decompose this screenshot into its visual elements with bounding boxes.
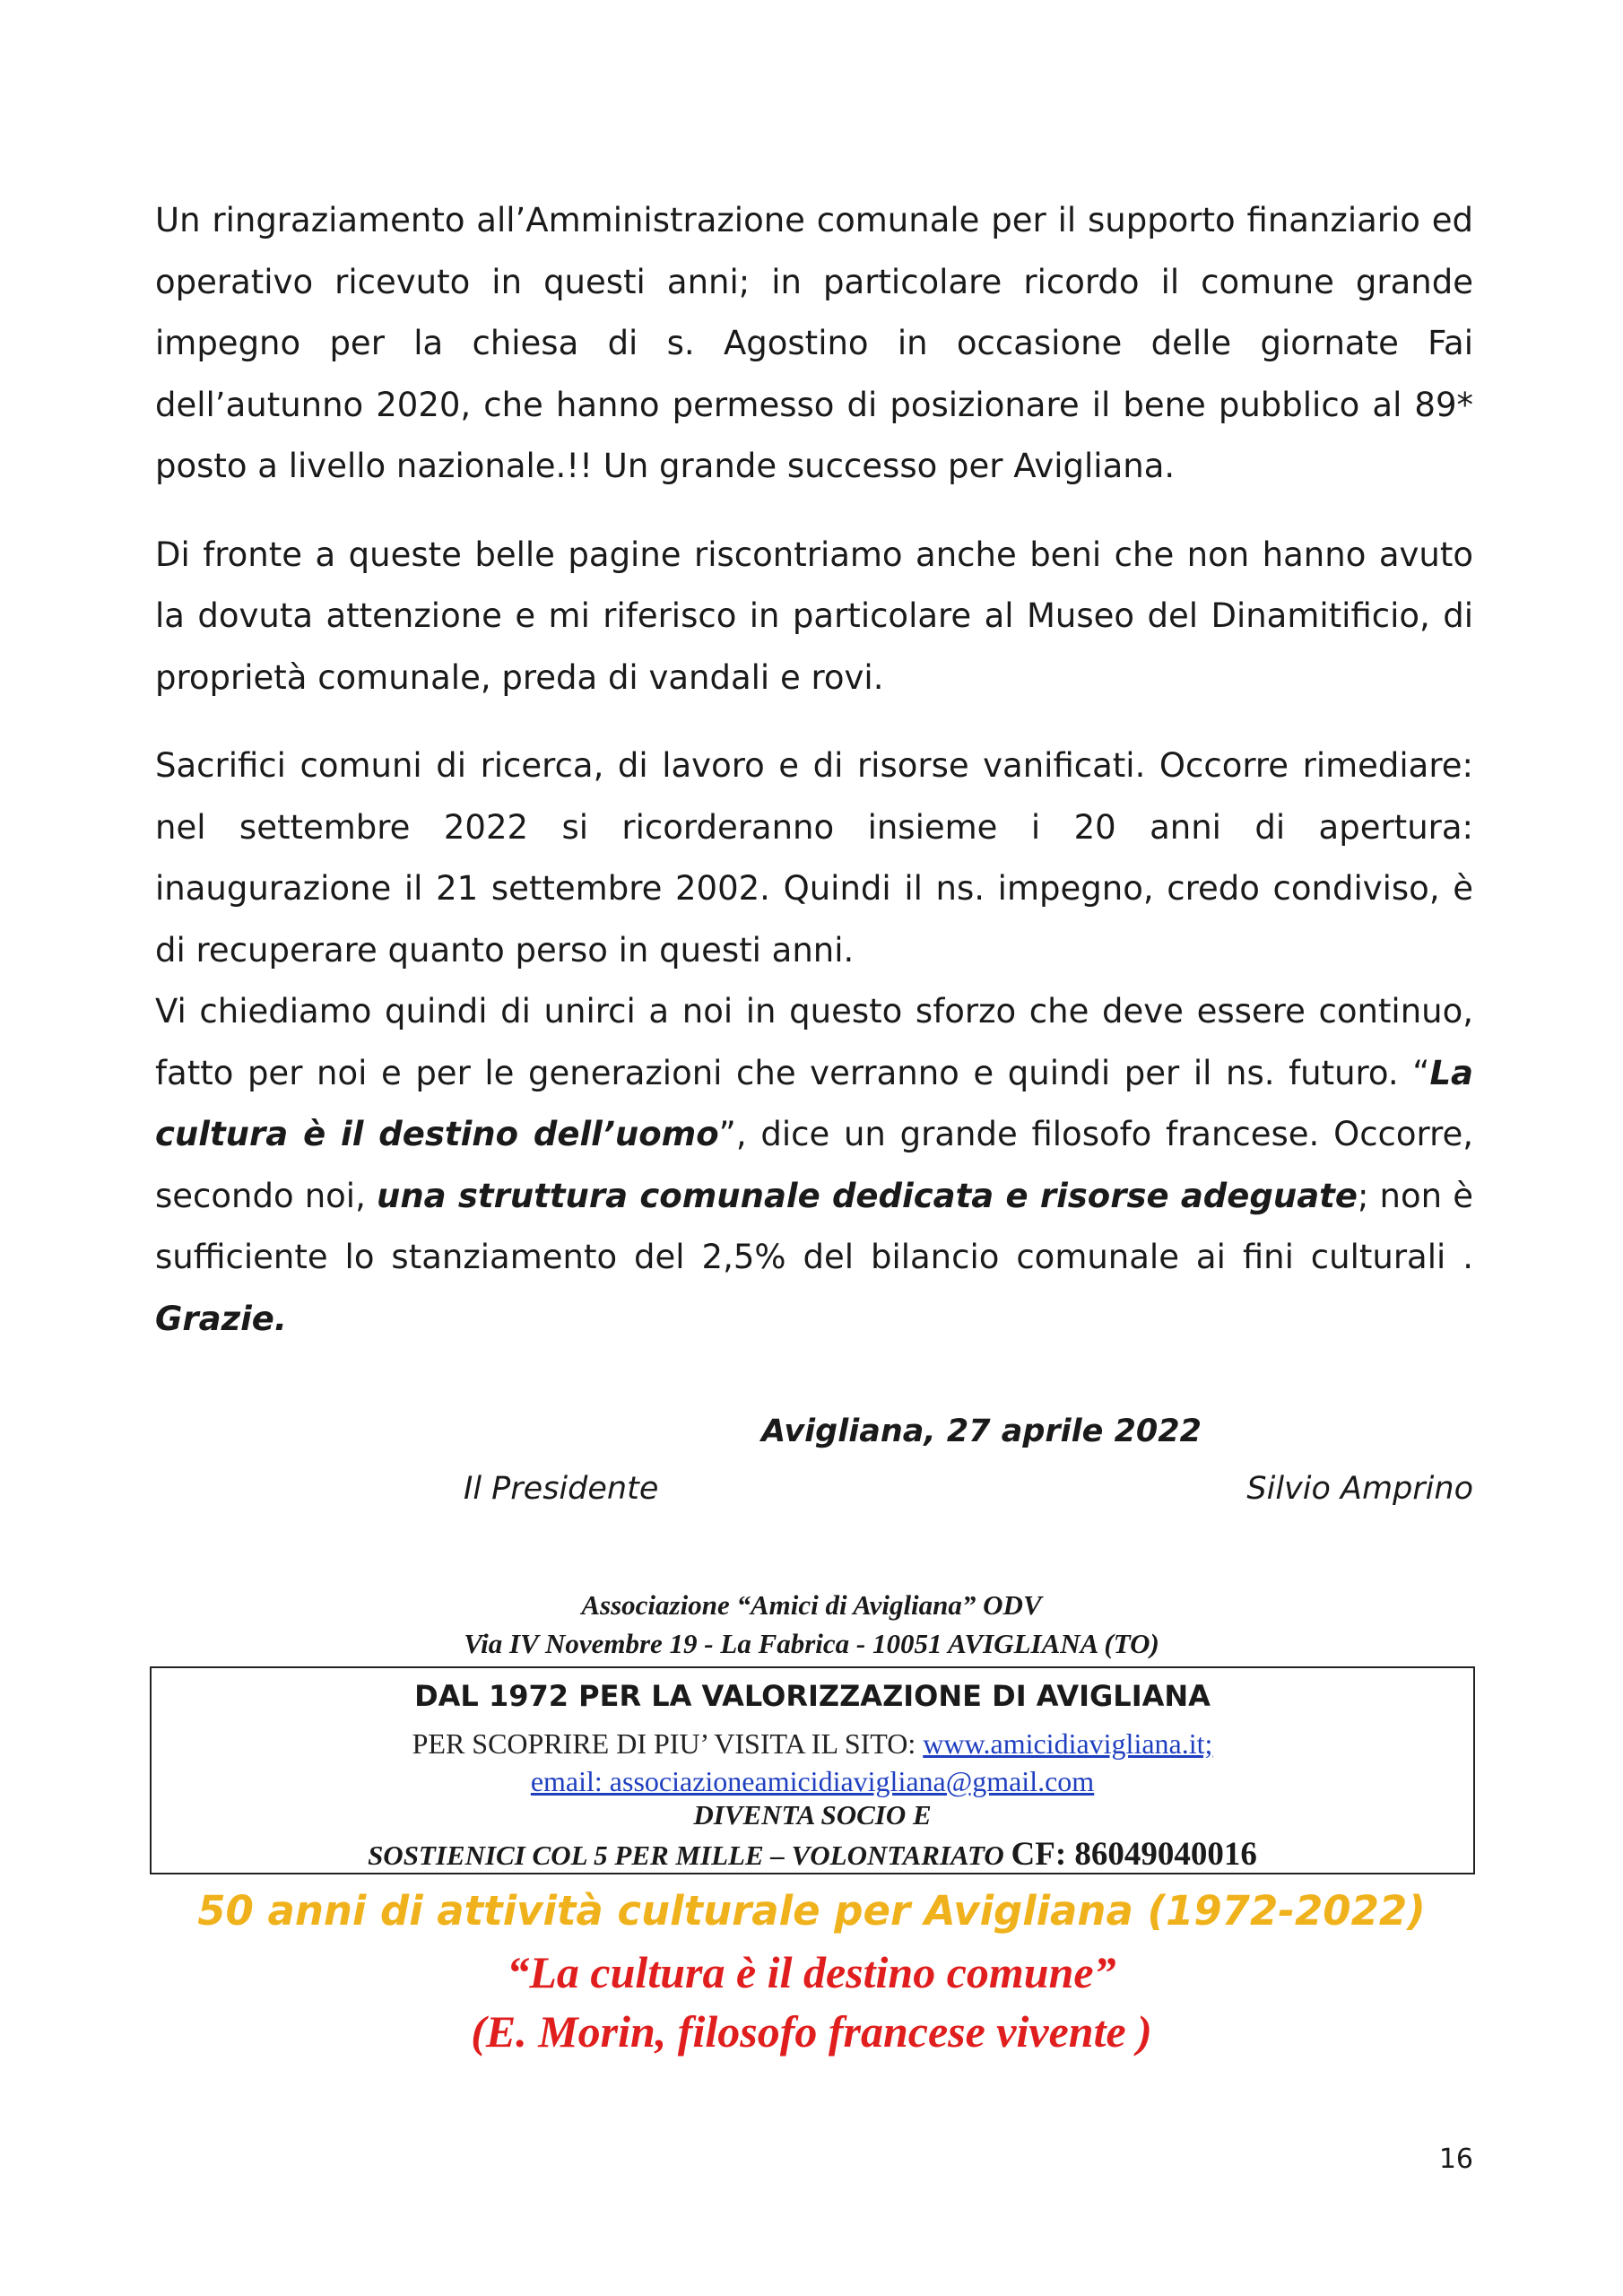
paragraph-thanks-administration: Un ringraziamento all’Amministrazione comunale per il supporto finanziario ed operativo ricevuto in questi anni; in particolare ricordo il comune grande impegno per la chiesa di s. Agostino in occasione delle giornate Fai dell’autunno 2020, che hanno permesso di posizionare il bene pubblico al 89* posto a livello nazionale.!! Un grande successo per Avigliana. (155, 201, 1473, 485)
website-label: PER SCOPRIRE DI PIU’ VISITA IL SITO: (412, 1727, 924, 1760)
quote-attribution: (E. Morin, filosofo francese vivente ) (471, 2006, 1152, 2057)
appeal-text-1: Vi chiediamo quindi di unirci a noi in questo sforzo che deve essere continuo, fatto per noi e per le generazioni che verranno e quindi per il ns. futuro. “ (155, 992, 1473, 1092)
fiscal-code: CF: 86049040016 (1011, 1836, 1257, 1873)
culture-quote-inline: La cultura è il destino dell’uomo (155, 1053, 1473, 1153)
email-line (152, 1765, 1473, 1798)
letter-body (155, 190, 1473, 1350)
appeal-text-3: ; non è sufficiente lo stanziamento del 2,5% del bilancio comunale ai fini culturali . (155, 1176, 1473, 1276)
thanks-word: Grazie. (155, 1299, 287, 1338)
anniversary-banner: 50 anni di attività culturale per Avigliana (1972-2022) (197, 1887, 1426, 1935)
association-address: Via IV Novembre 19 - La Fabrica - 10051 AVIGLIANA (TO) (464, 1628, 1159, 1659)
info-box-title: DAL 1972 PER LA VALORIZZAZIONE DI AVIGLIANA (414, 1679, 1211, 1713)
website-line (152, 1727, 1473, 1761)
become-member-text: DIVENTA SOCIO E (693, 1799, 932, 1831)
culture-quote: “La cultura è il destino comune” (507, 1947, 1116, 1997)
emphasis-structure: una struttura comunale dedicata e risorse adeguate (376, 1176, 1358, 1215)
page-number: 16 (1438, 2144, 1473, 2175)
email-link[interactable]: email: associazioneamicidiavigliana@gmail.com (530, 1765, 1095, 1797)
support-text: SOSTIENICI COL 5 PER MILLE – VOLONTARIATO (368, 1839, 1011, 1871)
website-link[interactable]: www.amicidiavigliana.it; (923, 1727, 1213, 1760)
paragraph-museum: Di fronte a queste belle pagine riscontriamo anche beni che non hanno avuto la dovuta attenzione e mi riferisco in particolare al Museo del Dinamitificio, di proprietà comunale, preda di vandali e rovi. (155, 535, 1473, 697)
appeal-text-2: ”, dice un grande filosofo francese. Occorre, secondo noi, (155, 1115, 1473, 1215)
paragraph-anniversary: Sacrifici comuni di ricerca, di lavoro e di risorse vanificati. Occorre rimediare: nel settembre 2022 si ricorderanno insieme i 20 anni di apertura: inaugurazione il 21 settembre 2002. Quindi il ns. impegno, credo condiviso, è di recuperare quanto perso in questi anni. (155, 746, 1473, 970)
support-line (152, 1835, 1473, 1874)
signer-name: Silvio Amprino (1246, 1471, 1473, 1507)
letter-date: Avigliana, 27 aprile 2022 (761, 1413, 1202, 1449)
paragraph-appeal (155, 981, 1473, 1350)
association-name: Associazione “Amici di Avigliana” ODV (581, 1589, 1042, 1621)
signer-role: Il Presidente (464, 1471, 659, 1507)
info-box (150, 1666, 1475, 1874)
